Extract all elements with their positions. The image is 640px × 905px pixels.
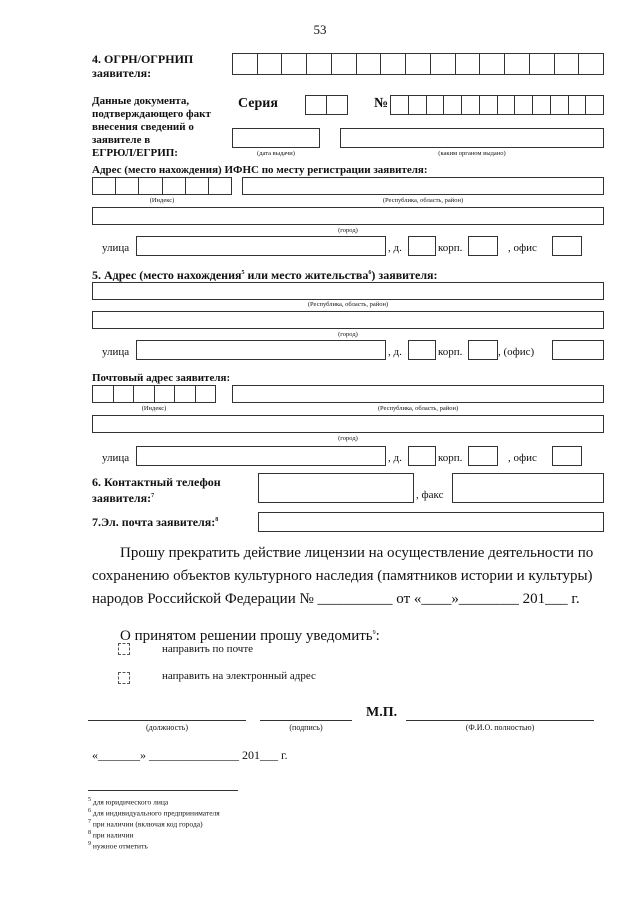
office-label-postal: , офис (508, 452, 537, 464)
request-line-3: народов Российской Федерации № __________ от «____»________ 201___ г. (92, 591, 580, 607)
email-input[interactable] (258, 512, 604, 532)
ifns-region-input[interactable] (242, 177, 604, 195)
doc-label-5: ЕГРЮЛ/ЕГРИП: (92, 147, 178, 159)
issue-date-input[interactable] (232, 128, 320, 148)
position-line[interactable] (88, 720, 246, 721)
section5-title: 5. Адрес (место нахождения$^5$ или место жительства$^6$) заявителя: (92, 268, 438, 282)
corp-label: корп. (438, 242, 463, 254)
doc-label-3: внесения сведений о (92, 121, 194, 133)
ifns-index-input[interactable] (92, 177, 232, 195)
footnote-6: $^6$ для индивидуального предпринимателя (88, 808, 220, 818)
street-label: улица (102, 242, 130, 254)
fax-label: , факс (416, 489, 444, 501)
stamp-label: М.П. (366, 705, 398, 720)
postal-house-input[interactable] (408, 446, 436, 466)
caption-position: (должность) (146, 723, 188, 732)
applicant-region-input[interactable] (92, 282, 604, 300)
notify-title: О принятом решении прошу уведомить$^9$: (120, 628, 380, 644)
doc-label-1: Данные документа, (92, 95, 190, 107)
applicant-office-input[interactable] (552, 340, 604, 360)
section7-title: 7.Эл. почта заявителя:$^8$ (92, 515, 219, 529)
notify-email-checkbox[interactable] (118, 672, 130, 684)
caption-region: (Республика, область, район) (382, 197, 464, 204)
caption-city-postal: (город) (338, 435, 358, 442)
request-line-1: Прошу прекратить действие лицензии на осуществление деятельности по (120, 545, 594, 561)
caption-signature: (подпись) (289, 723, 323, 732)
doc-label-2: подтверждающего факт (92, 108, 211, 120)
signature-line[interactable] (260, 720, 352, 721)
caption-index-postal: (Индекс) (141, 405, 167, 412)
notify-email-label: направить на электронный адрес (162, 670, 316, 682)
page-number: 53 (313, 22, 327, 37)
postal-index-input[interactable] (92, 385, 216, 403)
street-label-5: улица (102, 346, 130, 358)
footnote-8: $^8$ при наличии (88, 830, 134, 840)
caption-region-5: (Республика, область, район) (307, 301, 389, 308)
office-label: , офис (508, 242, 537, 254)
notify-post-label: направить по почте (162, 643, 254, 655)
fax-input[interactable] (452, 473, 604, 503)
postal-title: Почтовый адрес заявителя: (92, 372, 231, 384)
corp-label-5: корп. (438, 346, 463, 358)
caption-full-name: (Ф.И.О. полностью) (465, 723, 535, 732)
caption-city: (город) (338, 227, 358, 234)
caption-city-5: (город) (338, 331, 358, 338)
applicant-house-input[interactable] (408, 340, 436, 360)
footnotes (88, 796, 220, 851)
caption-issue-date: (дата выдачи) (257, 150, 295, 157)
footnote-7: $^7$ при наличии (включая код города) (88, 819, 203, 829)
request-line-2: сохранению объектов культурного наследия (памятников истории и культуры) (92, 568, 593, 584)
signature-date: «_______» _______________ 201___ г. (92, 748, 288, 762)
house-label-postal: , д. (388, 452, 402, 464)
ifns-city-input[interactable] (92, 207, 604, 225)
section4-title: 4. ОГРН/ОГРНИП (92, 52, 194, 66)
corp-label-postal: корп. (438, 452, 463, 464)
applicant-corp-input[interactable] (468, 340, 498, 360)
section6-title-2: заявителя:$^7$ (92, 491, 155, 505)
office-label-5: , (офис) (498, 346, 535, 358)
postal-street-input[interactable] (136, 446, 386, 466)
doc-number-input[interactable] (390, 95, 604, 115)
ifns-street-input[interactable] (136, 236, 386, 256)
series-input[interactable] (305, 95, 348, 115)
footnote-5: $^5$ для юридического лица (88, 797, 169, 807)
doc-label-4: заявителе в (92, 134, 151, 146)
series-label: Серия (238, 96, 278, 111)
section4-title-2: заявителя: (92, 66, 152, 80)
postal-region-input[interactable] (232, 385, 604, 403)
full-name-line[interactable] (406, 720, 594, 721)
footnote-9: $^9$ нужное отметить (88, 841, 148, 851)
notify-post-checkbox[interactable] (118, 643, 130, 655)
phone-input[interactable] (258, 473, 414, 503)
applicant-city-input[interactable] (92, 311, 604, 329)
house-label-5: , д. (388, 346, 402, 358)
postal-city-input[interactable] (92, 415, 604, 433)
ifns-office-input[interactable] (552, 236, 582, 256)
ifns-house-input[interactable] (408, 236, 436, 256)
issuing-authority-input[interactable] (340, 128, 604, 148)
house-label: , д. (388, 242, 402, 254)
section6-title-1: 6. Контактный телефон (92, 475, 221, 489)
caption-authority: (каким органом выдано) (438, 150, 506, 157)
ifns-address-title: Адрес (место нахождения) ИФНС по месту регистрации заявителя: (92, 164, 428, 176)
ifns-corp-input[interactable] (468, 236, 498, 256)
footnote-divider (88, 790, 238, 791)
postal-corp-input[interactable] (468, 446, 498, 466)
number-label: № (374, 96, 389, 111)
caption-index: (Индекс) (149, 197, 175, 204)
caption-region-postal: (Республика, область, район) (377, 405, 459, 412)
street-label-postal: улица (102, 452, 130, 464)
applicant-street-input[interactable] (136, 340, 386, 360)
ogrn-input[interactable] (232, 53, 604, 75)
postal-office-input[interactable] (552, 446, 582, 466)
